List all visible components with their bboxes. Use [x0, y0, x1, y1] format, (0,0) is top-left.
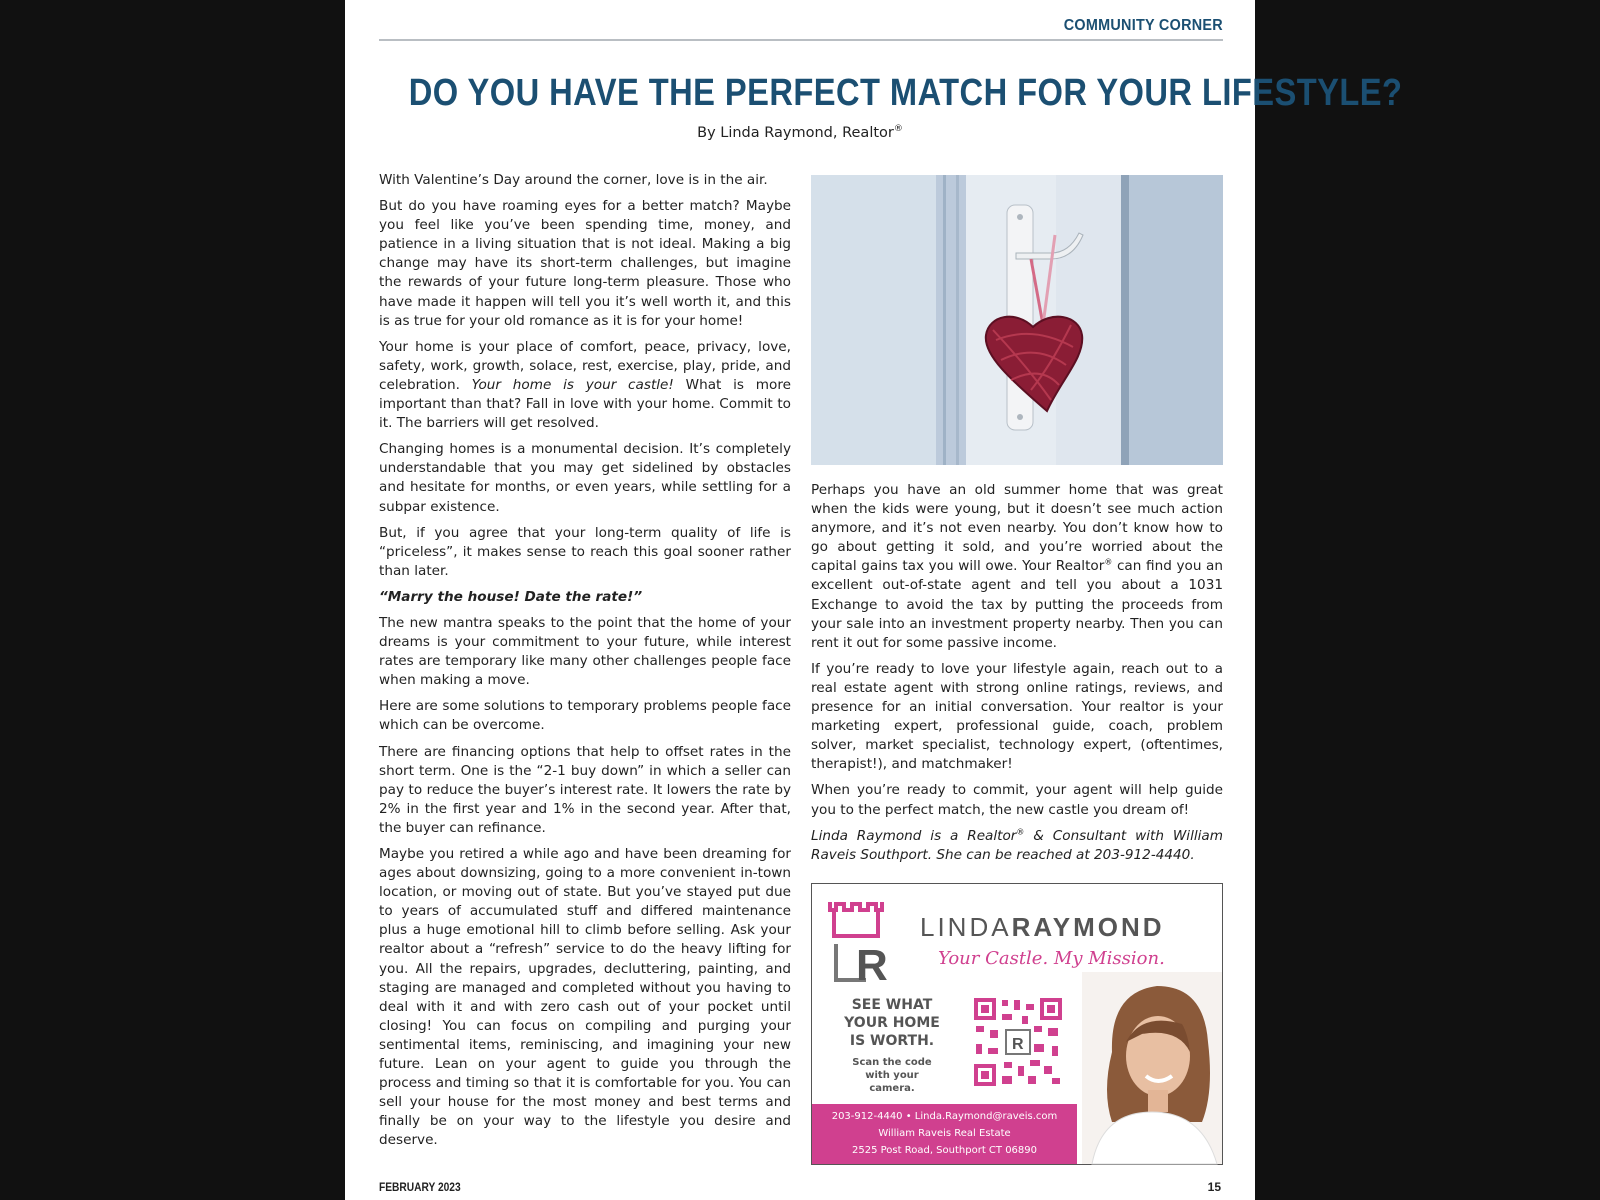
text-run: & Consultant with William Raveis Southport. She can be reached at 203-912-4440. — [811, 827, 1223, 863]
scan-line: Scan the code — [852, 1057, 932, 1068]
scan-line: with your — [865, 1070, 919, 1081]
agent-portrait — [1082, 972, 1222, 1164]
header-rule — [379, 39, 1223, 41]
section-label: COMMUNITY CORNER — [1063, 17, 1223, 34]
footer-issue-date: FEBRUARY 2023 — [379, 1180, 461, 1194]
ad-call-to-action — [832, 996, 952, 1050]
ad-name-last: RAYMOND — [1011, 912, 1165, 942]
paragraph — [379, 338, 791, 433]
paragraph: When you’re ready to commit, your agent will help guide you to the perfect match, the new castle you dream of! — [811, 782, 1223, 818]
text-run: What is more important than that? Fall in love with your home. Commit to it. The barriers will get resolved. — [379, 376, 791, 432]
registered-mark: ® — [1104, 557, 1113, 567]
realtor-advertisement — [811, 883, 1223, 1165]
ad-scan-instructions — [832, 1056, 952, 1095]
paragraph: But, if you agree that your long-term quality of life is “priceless”, it makes sense to reach this goal sooner rather than later. — [379, 524, 791, 579]
paragraph: But do you have roaming eyes for a better match? Maybe you feel like you’ve been spending time, money, and patience in a living situation that is not ideal. Making a big change may have its short-term challenges, but imagine the rewards of your future long-term pleasure. Those who have made it happen will tell you it’s well worth it, and this is as true for your old romance as it is for your home! — [379, 198, 791, 329]
logo-letter: R — [856, 941, 888, 990]
ad-company: William Raveis Real Estate — [878, 1128, 1011, 1139]
ad-tagline: Your Castle. My Mission. — [938, 948, 1165, 969]
paragraph — [811, 481, 1223, 653]
ad-name-first: LINDA — [920, 912, 1012, 942]
paragraph: Changing homes is a monumental decision. It’s completely understandable that you may get sidelined by obstacles and hesitate for months, or even years, while settling for a subpar existence. — [379, 441, 791, 515]
cta-line: IS WORTH. — [849, 1033, 935, 1049]
ad-contact-line[interactable]: 203-912-4440 • Linda.Raymond@raveis.com — [831, 1111, 1058, 1122]
ad-address: 2525 Post Road, Southport CT 06890 — [852, 1145, 1037, 1156]
left-column — [379, 171, 791, 1158]
scan-line: camera. — [869, 1083, 915, 1094]
paragraph: Maybe you retired a while ago and have been dreaming for ages about downsizing, going to a more convenient in-town location, or moving out of state. But you’ve stayed put due to years of accumulated stuff and differed maintenance plus a huge emotional hill to climb before selling. Ask your realtor about a “refresh” service to do the heavy lifting for you. All the repairs, upgrades, decluttering, painting, and staging are managed and completed without you having to deal with it and with zero cash out of your pocket until closing! You can focus on compiling and purging your sentimental items, reminiscing, and imagining your new future. Lean on your agent to guide you through the process and timing so that it is comfortable for you. You can sell your house for the most money and best terms and finally be on your way to the lifestyle you desire and deserve. — [379, 846, 791, 1149]
registered-mark: ® — [1016, 827, 1025, 837]
ad-contact-bar — [812, 1104, 1077, 1164]
castle-logo-icon — [826, 896, 908, 990]
byline-text: By Linda Raymond, Realtor — [697, 124, 894, 141]
pull-quote: “Marry the house! Date the rate!” — [379, 588, 643, 605]
qr-logo-letter: R — [1012, 1036, 1024, 1053]
ad-agent-name — [920, 912, 1165, 943]
paragraph: Here are some solutions to temporary problems people face which can be overcome. — [379, 698, 791, 734]
cta-line: YOUR HOME — [844, 1015, 940, 1031]
text-run: can find you an excellent out-of-state agent and tell you about a 1031 Exchange to avoid the tax by putting the proceeds from your sale into an investment property nearby. Then you can rent it out for some passive income. — [811, 558, 1224, 651]
article-title: DO YOU HAVE THE PERFECT MATCH FOR YOUR LIFESTYLE? — [408, 72, 1403, 114]
paragraph: There are financing options that help to offset rates in the short term. One is the “2-1 buy down” in which a seller can pay to reduce the buyer’s interest rate. It lowers the rate by 2% in the first year and 1% in the second year. After that, the buyer can refinance. — [379, 743, 791, 836]
magazine-page — [345, 0, 1403, 1200]
paragraph: With Valentine’s Day around the corner, love is in the air. — [379, 172, 768, 188]
cta-line: SEE WHAT — [851, 997, 933, 1013]
text-run: Linda Raymond is a Realtor — [811, 827, 1017, 844]
footer-page-number: 15 — [1207, 1180, 1221, 1194]
emphasis-text: Your home is your castle! — [471, 376, 674, 393]
author-bio — [811, 827, 1223, 865]
article-photo-door-heart — [811, 175, 1223, 465]
right-column — [811, 481, 1223, 872]
text-run: Your home is your place of comfort, peace, privacy, love, safety, work, growth, solace, rest, exercise, play, pride, and celebration. — [379, 338, 791, 393]
article-byline — [345, 124, 1255, 141]
paragraph: The new mantra speaks to the point that the home of your dreams is your commitment to your future, while interest rates are temporary like many other challenges people face when making a move. — [379, 614, 791, 689]
paragraph: If you’re ready to love your lifestyle again, reach out to a real estate agent with strong online ratings, reviews, and presence for an initial conversation. Your realtor is your marketing expert, professional guide, coach, problem solver, market specialist, technology expert, (oftentimes, therapist!), and matchmaker! — [811, 660, 1223, 773]
qr-code-icon[interactable] — [972, 996, 1064, 1088]
registered-mark: ® — [893, 124, 903, 134]
door-heart-illustration — [811, 175, 1223, 465]
text-run: Perhaps you have an old summer home that was great when the kids were young, but it doesn’t see much action anymore, and it’s not even nearby. You don’t know how to go about getting it sold, and you’re worried about the capital gains tax you will owe. Your Realtor — [811, 482, 1223, 575]
